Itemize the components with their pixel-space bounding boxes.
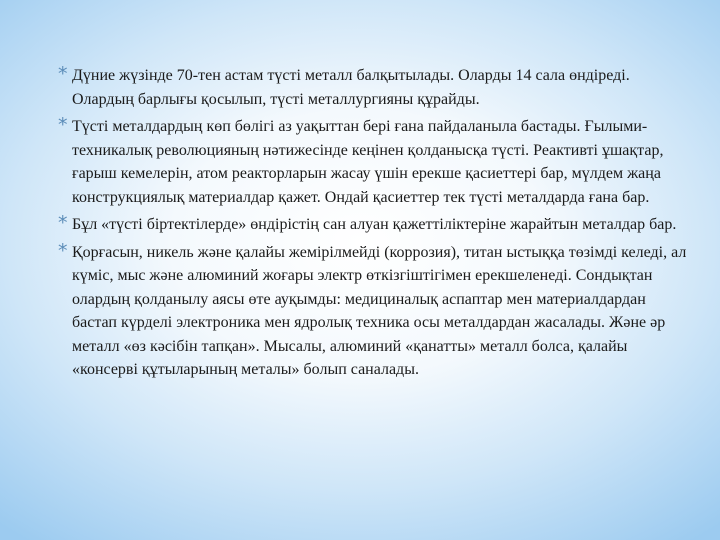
bullet-star-icon: * [58,239,68,262]
bullet-star-icon: * [58,114,68,136]
bullet-text: Дүние жүзінде 70-тен астам түсті металл балқытылады. Оларды 14 сала өндіреді. Олардың барлығы қосылып, түсті металлургияны құрайды. [72,67,630,108]
bullet-text: Қорғасын, никель және қалайы жемірілмейді (коррозия), титан ыстыққа төзімді келеді, ал күміс, мыс және алюминий жоғары электр өткізгіштігімен ерекшеленеді. Сондықтан олардың қолданылу аясы өте ауқымды: медициналық аспаптар мен материалдардан бастап күрделі электроника мен ядролық техника осы металдардан жасалады. Және әр металл «өз кәсібін тапқан». Мысалы, алюминий «қанатты» металл болса, қалайы «консерві құтыларының металы» болып саналады. [72,243,687,378]
bullet-item [58,241,688,382]
bullet-text: Бұл «түсті біртектілерде» өндірістің сан алуан қажеттіліктеріне жарайтын металдар бар. [72,216,677,233]
bullet-item [58,115,688,209]
bullet-star-icon: * [58,212,68,234]
bullet-list [58,64,688,386]
bullet-item [58,213,688,237]
bullet-star-icon: * [58,63,68,85]
bullet-text: Түсті металдардың көп бөлігі аз уақыттан бері ғана пайдаланыла бастады. Ғылыми-техникалық революцияның нәтижесінде кеңінен қолданысқа түсті. Реактивті ұшақтар, ғарыш кемелерін, атом реакторларын жасау үшін ерекше қасиеттері бар, мүлдем жаңа конструкциялық материалдар қажет. Ондай қасиеттер тек түсті металдарда ғана бар. [72,118,664,206]
bullet-item [58,64,688,111]
